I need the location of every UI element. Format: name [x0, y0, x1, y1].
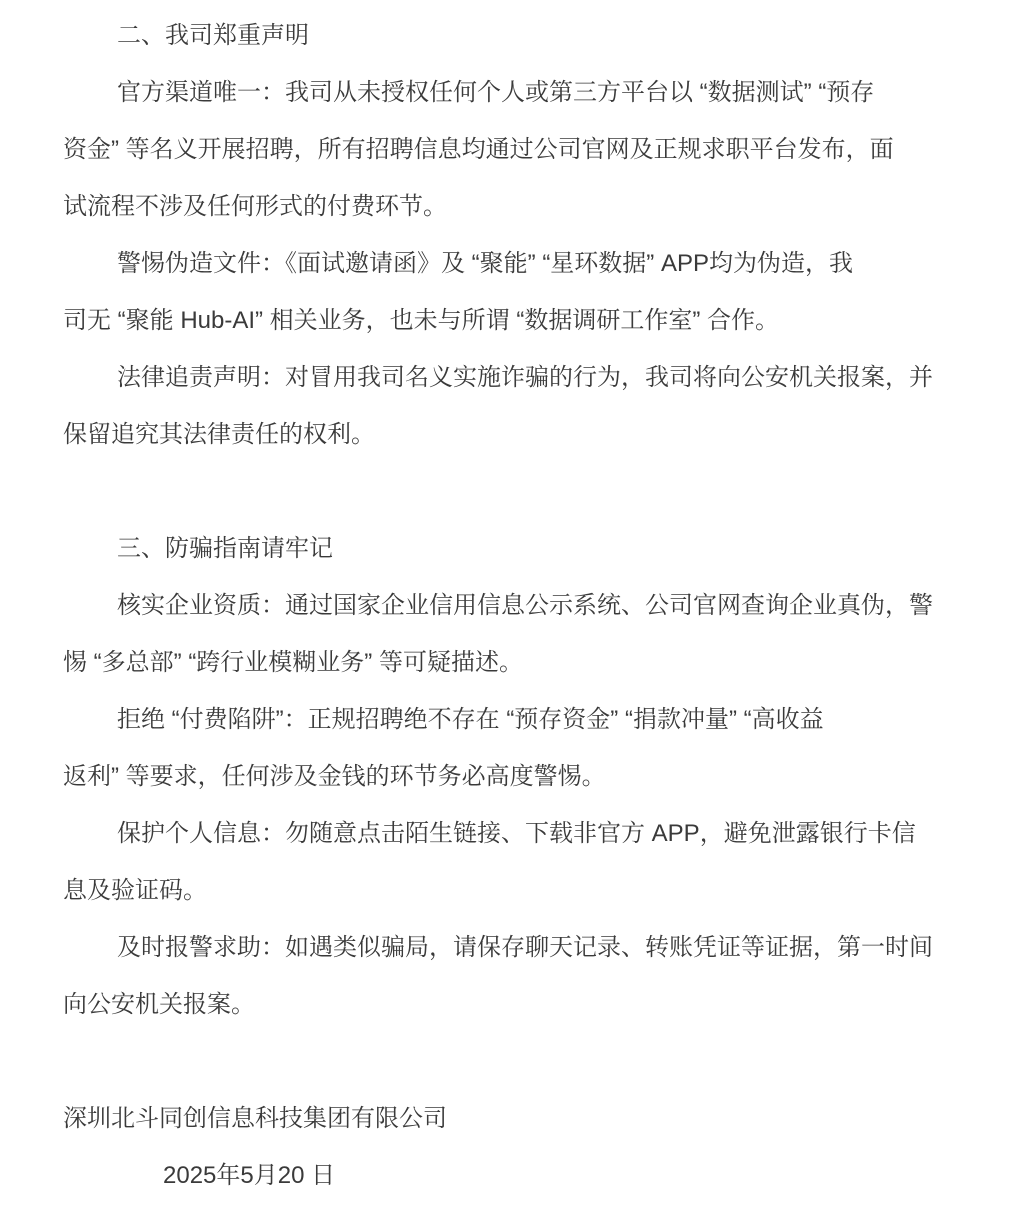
blank-line: [63, 1033, 963, 1090]
section-guide-heading: 三、防骗指南请牢记: [117, 535, 333, 562]
statement-paragraph-line: 试流程不涉及任何形式的付费环节。: [63, 193, 447, 220]
guide-paragraph-line: 向公安机关报案。: [63, 991, 255, 1018]
guide-paragraph-line: 返利” 等要求，任何涉及金钱的环节务必高度警惕。: [63, 763, 606, 790]
statement-paragraph-line: 司无 “聚能 Hub-AI” 相关业务，也未与所谓 “数据调研工作室” 合作。: [63, 307, 780, 334]
statement-paragraph-line: 警惕伪造文件：《面试邀请函》及 “聚能” “星环数据” APP均为伪造，我: [117, 250, 853, 277]
guide-paragraph-line: 保护个人信息：勿随意点击陌生链接、下载非官方 APP，避免泄露银行卡信: [117, 820, 916, 847]
statement-paragraph-line: 资金” 等名义开展招聘，所有招聘信息均通过公司官网及正规求职平台发布，面: [63, 136, 894, 163]
guide-paragraph-line: 及时报警求助：如遇类似骗局，请保存聊天记录、转账凭证等证据，第一时间: [117, 934, 933, 961]
statement-paragraph-line: 保留追究其法律责任的权利。: [63, 421, 375, 448]
guide-paragraph-line: 惕 “多总部” “跨行业模糊业务” 等可疑描述。: [63, 649, 523, 676]
guide-paragraph-line: 拒绝 “付费陷阱”：正规招聘绝不存在 “预存资金” “捐款冲量” “高收益: [117, 706, 824, 733]
signature-company-name: 深圳北斗同创信息科技集团有限公司: [63, 1105, 447, 1132]
section-statement-heading: 二、我司郑重声明: [117, 22, 309, 49]
signature-date: 2025年5月20 日: [163, 1162, 336, 1189]
guide-paragraph-line: 核实企业资质：通过国家企业信用信息公示系统、公司官网查询企业真伪，警: [117, 592, 933, 619]
guide-paragraph-line: 息及验证码。: [63, 877, 207, 904]
statement-paragraph-line: 法律追责声明：对冒用我司名义实施诈骗的行为，我司将向公安机关报案，并: [117, 364, 933, 391]
statement-paragraph-line: 官方渠道唯一：我司从未授权任何个人或第三方平台以 “数据测试” “预存: [117, 79, 875, 106]
blank-line: [63, 463, 963, 520]
